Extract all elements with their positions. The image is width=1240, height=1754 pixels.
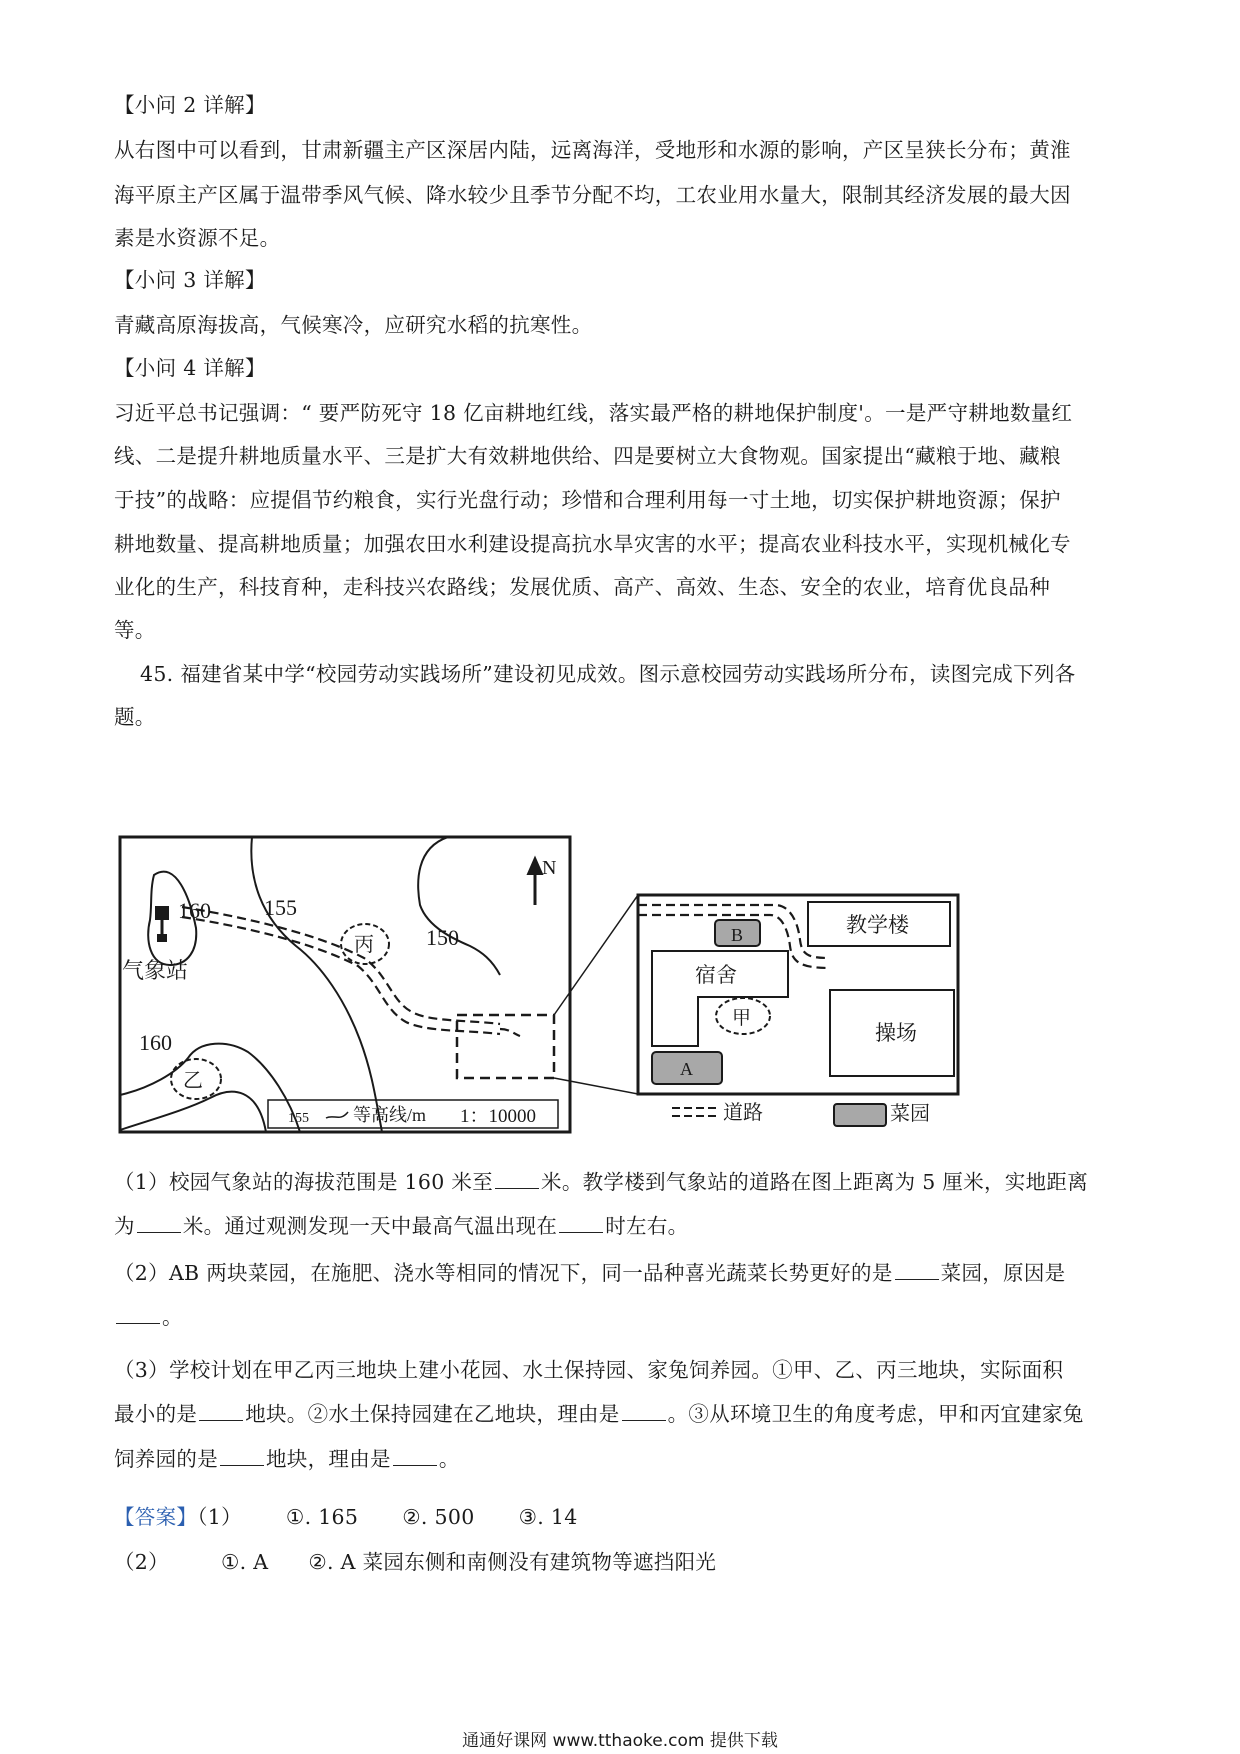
answer-part1-item-2: ②. 500: [402, 1505, 475, 1529]
contour-label-155: 155: [264, 895, 297, 920]
teaching-building-label: 教学楼: [846, 913, 909, 937]
q4-line-4: 耕地数量、提高耕地质量；加强农田水利建设提高抗水旱灾害的水平；提高农业科技水平，实现机械化专: [114, 532, 1071, 556]
answer-blank[interactable]: [559, 1212, 603, 1233]
q45-sub3-line2: [114, 1399, 1084, 1429]
q4-header: 【小问 4 详解】: [114, 356, 266, 380]
q4-line-1: 习近平总书记强调：“ 要严防死守 18 亿亩耕地红线，落实最严格的耕地保护制度'。一是严守耕地数量红: [114, 401, 1073, 425]
answer-part2-item-1: ①. A: [220, 1550, 269, 1574]
q4-line-5: 业化的生产，科技育种，走科技兴农路线；发展优质、高产、高效、生态、安全的农业，培育优良品种: [114, 575, 1050, 599]
q4-line-6: 等。: [114, 618, 156, 642]
connector-top: [554, 895, 638, 1015]
q45-sub1-text-c: 为: [114, 1214, 135, 1238]
plot-jia-label: 甲: [732, 1008, 752, 1029]
q45-sub1-text-d: 米。通过观测发现一天中最高气温出现在: [182, 1214, 558, 1238]
q2-line-1: 从右图中可以看到，甘肃新疆主产区深居内陆，远离海洋，受地形和水源的影响，产区呈狭长分布；黄淮: [114, 138, 1071, 162]
q45-sub2-text-c: 。: [162, 1305, 183, 1329]
answer-blank[interactable]: [116, 1303, 160, 1324]
legend-road-label: 道路: [723, 1102, 763, 1124]
answer-part1-label: （1）: [197, 1505, 242, 1529]
q45-sub3-text-c: 地块。②水土保持园建在乙地块，理由是: [245, 1402, 620, 1426]
q45-sub3-text-b: 最小的是: [114, 1402, 198, 1426]
q45-sub1-text-a: （1）校园气象站的海拔范围是 160 米至: [114, 1170, 494, 1194]
q3-header: 【小问 3 详解】: [114, 268, 266, 292]
q45-sub3-line3: [114, 1444, 460, 1474]
q45-stem-2: 题。: [114, 705, 156, 729]
answer-line-1: [114, 1502, 578, 1532]
answer-label: 【答案】: [114, 1505, 198, 1529]
garden-a-label: A: [680, 1059, 693, 1079]
q2-line-3: 素是水资源不足。: [114, 226, 281, 250]
plot-bing-label: 丙: [354, 934, 374, 956]
q2-header: 【小问 2 详解】: [114, 93, 266, 117]
legend-scale: 1：10000: [460, 1106, 537, 1127]
q45-sub3-text-f: 地块，理由是: [266, 1447, 391, 1471]
legend-garden-sample: [834, 1104, 886, 1126]
q45-sub1-text-e: 时左右。: [605, 1214, 689, 1238]
page-footer: 通通好课网 www.tthaoke.com 提供下载: [462, 1731, 778, 1751]
q4-line-3: 于技”的战略：应提倡节约粮食，实行光盘行动；珍惜和合理利用每一寸土地，切实保护耕地资源；保护: [114, 488, 1061, 512]
q4-line-2: 线、二是提升耕地质量水平、三是扩大有效耕地供给、四是要树立大食物观。国家提出“藏粮于地、藏粮: [114, 444, 1061, 468]
answer-blank[interactable]: [220, 1445, 264, 1466]
q45-sub3-text-g: 。: [438, 1447, 460, 1471]
north-arrow-head: [528, 858, 542, 874]
q2-line-2: 海平原主产区属于温带季风气候、降水较少且季节分配不均，工农业用水量大，限制其经济发展的最大因: [114, 183, 1071, 207]
legend-road-sample: [672, 1108, 718, 1116]
answer-blank[interactable]: [495, 1168, 539, 1189]
weather-station-label: 气象站: [122, 958, 189, 983]
contour-line-150: [418, 837, 500, 975]
q45-sub2-text-b: 菜园，原因是: [940, 1261, 1066, 1285]
q45-sub3-line1: （3）学校计划在甲乙丙三地块上建小花园、水土保持园、家兔饲养园。①甲、乙、丙三地块，实际面积: [114, 1358, 1064, 1382]
q45-sub3-text-d: 。③从环境卫生的角度考虑，甲和丙宜建家兔: [667, 1402, 1084, 1426]
q45-sub2-line2: [114, 1302, 183, 1332]
legend-garden-label: 菜园: [890, 1103, 930, 1125]
contour-label-160-a: 160: [178, 898, 211, 923]
contour-line-160-south: [120, 1044, 300, 1132]
answer-blank[interactable]: [393, 1445, 437, 1466]
answer-part1-item-1: ①. 165: [285, 1505, 359, 1529]
answer-part2-item-2: ②. A 菜园东侧和南侧没有建筑物等遮挡阳光: [308, 1550, 717, 1574]
q45-sub1-line2: [114, 1211, 688, 1241]
contour-line-inner: [120, 1092, 266, 1132]
q45-sub1-text-b: 米。教学楼到气象站的道路在图上距离为 5 厘米，实地距离: [541, 1170, 1088, 1194]
q45-sub2-text-a: （2）AB 两块菜园，在施肥、浇水等相同的情况下，同一品种喜光蔬菜长势更好的是: [114, 1261, 893, 1285]
answer-blank[interactable]: [199, 1400, 243, 1421]
dorm-label: 宿舍: [695, 963, 737, 987]
playground-label: 操场: [875, 1021, 917, 1045]
north-label: N: [542, 857, 557, 879]
connector-bottom: [554, 1078, 638, 1094]
q45-sub2-line1: [114, 1258, 1065, 1288]
q45-sub1-line1: [114, 1167, 1088, 1197]
answer-blank[interactable]: [137, 1212, 181, 1233]
garden-b-label: B: [731, 925, 744, 945]
zoom-box: [457, 1015, 554, 1078]
weather-station-icon: [156, 907, 168, 941]
plot-yi-label: 乙: [183, 1070, 203, 1092]
q45-sub3-text-e: 饲养园的是: [114, 1447, 218, 1471]
answer-part1-item-3: ③. 14: [518, 1505, 578, 1529]
answer-blank[interactable]: [895, 1259, 939, 1280]
answer-blank[interactable]: [622, 1400, 666, 1421]
legend-contour-value: 155: [288, 1111, 309, 1126]
q45-stem-1: 45. 福建省某中学“校园劳动实践场所”建设初见成效。图示意校园劳动实践场所分布，读图完成下列各: [140, 662, 1076, 686]
answer-line-2: [114, 1547, 716, 1577]
contour-label-150: 150: [426, 925, 459, 950]
q3-line-1: 青藏高原海拔高，气候寒冷，应研究水稻的抗寒性。: [114, 313, 593, 337]
contour-line-155: [251, 837, 382, 1132]
legend-contour-sample: [326, 1112, 348, 1118]
answer-part2-label: （2）: [114, 1550, 169, 1574]
contour-label-160-b: 160: [139, 1030, 172, 1055]
legend-contour-label: 等高线/m: [353, 1105, 427, 1125]
